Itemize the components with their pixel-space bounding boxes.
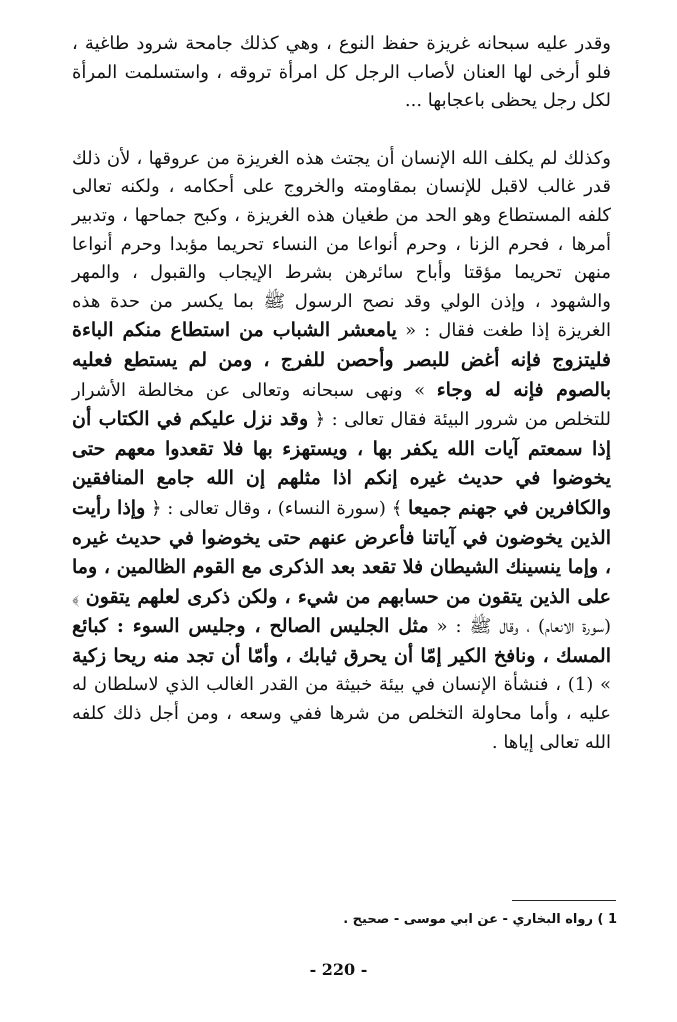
text-run: وقدر عليه سبحانه غريزة حفظ النوع ، وهي كذلك جامحة شرود طاغية ، فلو أرخى لها العنان لأصاب الرجل كل امرأة تروقه ، واستسلمت المرأة لكل رجل يحظى باعجابها ... [72, 33, 611, 112]
footnote: 1 ) رواه البخاري - عن ابي موسى - صحيح . [343, 912, 617, 927]
quoted-text: يامعشر الشباب من استطاع منكم الباءة فليتزوج فإنه أغض للبصر وأحصن للفرج ، ومن لم يستطع فعليه بالصوم فإنه له وجاء [72, 319, 612, 401]
body-text [72, 30, 611, 757]
footnote-divider [512, 900, 616, 901]
quoted-text: وقد نزل عليكم في الكتاب أن إذا سمعتم آيات الله يكفر بها ، ويستهزء بها فلا تقعدوا معهم حتى يخوضوا في حديث غيره إنكم اذا مثلهم إن الله جامع المنافقين والكافرين في جهنم جميعا [72, 408, 611, 519]
paragraph [72, 145, 611, 757]
text-run: » ونهى سبحانه وتعالى عن مخالطة الأشرار للتخلص من شرور البيئة فقال تعالى : ﴿ [72, 379, 612, 431]
text-run: وكذلك لم يكلف الله الإنسان أن يجتث هذه الغريزة من عروقها ، لأن ذلك قدر غالب لاقبل للإنسان بمقاومته والخروج على أحكامه ، ولكنه تعالى كلفه المستطاع وهو الحد من طغيان هذه الغريزة ، وكبح جماحها ، وتدبير أمرها ، فحرم الزنا ، وحرم أنواعا من النساء تحريما مؤبدا وحرم أنواعا منهن تحريما مؤقتا وأباح سائرهن بشرط الإيجاب والقبول ، والمهر والشهود ، وإذن الولي وقد نصح الرسول ﷺ بما يكسر من حدة هذه الغريزة إذا طغت فقال : « [72, 147, 612, 342]
quoted-text: وإذا رأيت الذين يخوضون في آياتنا فأعرض عنهم حتى يخوضوا في حديث غيره ، وإما ينسينك الشيطان فلا تقعد بعد الذكرى مع القوم الظالمين ، وما على الذين يتقون من حسابهم من شيء ، ولكن ذكرى لعلهم يتقون [72, 496, 612, 608]
text-run: ﴾ (سورة الانعام) ، وقال ﷺ : « [72, 586, 611, 638]
text-run: ﴾ (سورة النساء) ، وقال تعالى : ﴿ [145, 497, 408, 519]
quoted-text: مثل الجليس الصالح ، وجليس السوء : كبائع المسك ، ونافخ الكير إمّا أن يحرق ثيابك ، وأمّا أن تجد منه ريحا زكية [72, 615, 611, 667]
page-number: - 220 - [309, 960, 368, 979]
text-run: » (1) ، فنشأة الإنسان في بيئة خبيثة من القدر الغالب الذي لاسلطان له عليه ، وأما محاولة التخلص من شرها ففي وسعه ، ومن أجل ذلك كلفه الله تعالى إياها . [72, 674, 611, 753]
paragraph [72, 30, 611, 116]
